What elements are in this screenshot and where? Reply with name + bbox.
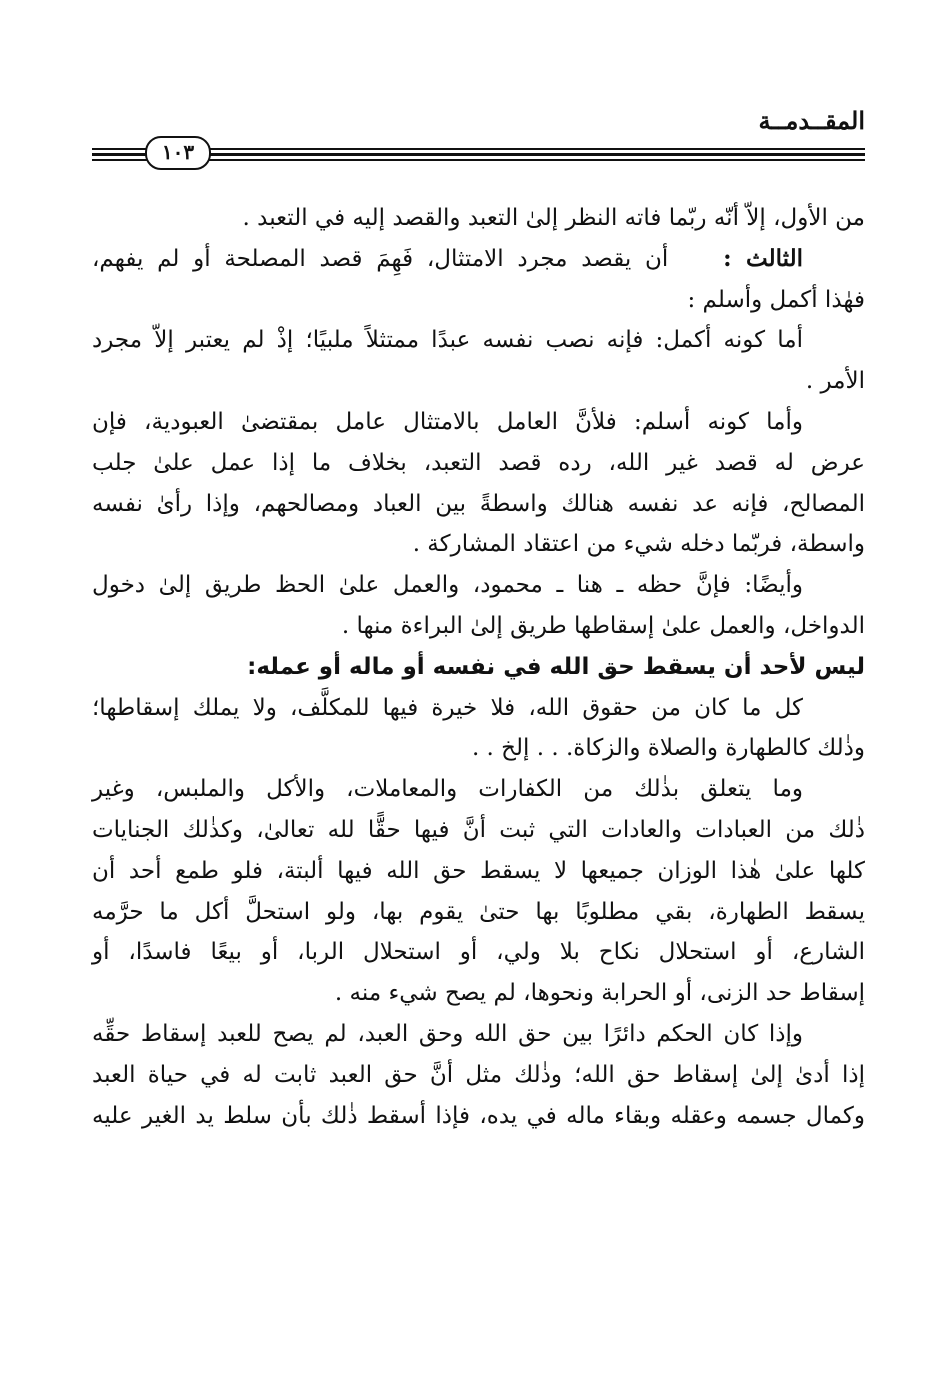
text-line: عرض له قصد غير الله، رده قصد التعبد، بخلاف ما إذا عمل علىٰ جلب — [92, 449, 865, 476]
text-line: وكمال جسمه وعقله وبقاء ماله في يده، فإذا أسقط ذٰلك بأن سلط يد الغير عليه — [92, 1102, 865, 1129]
text-line: إذا أدىٰ إلىٰ إسقاط حق الله؛ وذٰلك مثل أنَّ حق العبد ثابت له في حياة العبد — [92, 1061, 865, 1088]
text-line: وإذا كان الحكم دائرًا بين حق الله وحق العبد، لم يصح للعبد إسقاط حقِّه — [92, 1020, 803, 1047]
text-line: من الأول، إلاّ أنّه ربّما فاته النظر إلىٰ التعبد والقصد إليه في التعبد . — [242, 205, 865, 231]
body-text — [92, 198, 865, 1136]
text-line: الدواخل، والعمل علىٰ إسقاطها طريق إلىٰ البراءة منها . — [341, 612, 865, 639]
section-heading: ليس لأحد أن يسقط حق الله في نفسه أو ماله أو عمله: — [247, 653, 865, 680]
text-line: وأما كونه أسلم: فلأنَّ العامل بالامتثال عامل بمقتضىٰ العبودية، فإن — [92, 408, 803, 435]
text-line: الأمر . — [805, 368, 865, 395]
text-line: فهٰذا أكمل وأسلم : — [687, 286, 865, 313]
text-line — [92, 239, 865, 280]
running-head-title: المقــدمــة — [758, 106, 865, 135]
text-line: كلها علىٰ هٰذا الوزان جميعها لا يسقط حق الله فيها ألبتة، فلو طمع أحد أن — [92, 857, 865, 884]
text-line: يسقط الطهارة، بقي مطلوبًا بها حتىٰ يقوم بها، ولو استحلَّ أكل ما حرَّمه — [92, 898, 865, 925]
text-line: إسقاط حد الزنى، أو الحرابة ونحوها، لم يصح شيء منه . — [334, 980, 865, 1007]
text-line: وما يتعلق بذٰلك من الكفارات والمعاملات، والأكل والملبس، وغير — [92, 776, 803, 803]
text-line: المصالح، فإنه عد نفسه هنالك واسطةً بين العباد ومصالحهم، وإذا رأىٰ نفسه — [92, 490, 865, 517]
text-line: ذٰلك من العبادات والعادات التي ثبت أنَّ فيها حقًّا لله تعالىٰ، وكذٰلك الجنايات — [92, 816, 865, 843]
text-line: أما كونه أكمل: فإنه نصب نفسه عبدًا ممتثلاً ملبيًا؛ إذْ لم يعتبر إلاّ مجرد — [92, 327, 803, 354]
section-lead: الثالث : — [723, 244, 803, 272]
page-number: ١٠٣ — [145, 136, 211, 170]
text-line: الشارع، أو استحلال نكاح بلا ولي، أو استحلال الربا، أو بيعًا فاسدًا، أو — [92, 939, 865, 966]
text-line: كل ما كان من حقوق الله، فلا خيرة فيها للمكلَّف، ولا يملك إسقاطها؛ — [92, 694, 803, 721]
text-line: وأيضًا: فإنَّ حظه ـ هنا ـ محمود، والعمل علىٰ الحظ طريق إلىٰ دخول — [92, 572, 803, 599]
text-line: واسطة، فربّما دخله شيء من اعتقاد المشاركة . — [412, 531, 865, 558]
text-line: وذٰلك كالطهارة والصلاة والزكاة. . . إلخ . . — [471, 735, 865, 762]
text-span: أن يقصد مجرد الامتثال، فَهِمَ قصد المصلحة أو لم يفهم، — [92, 245, 669, 272]
